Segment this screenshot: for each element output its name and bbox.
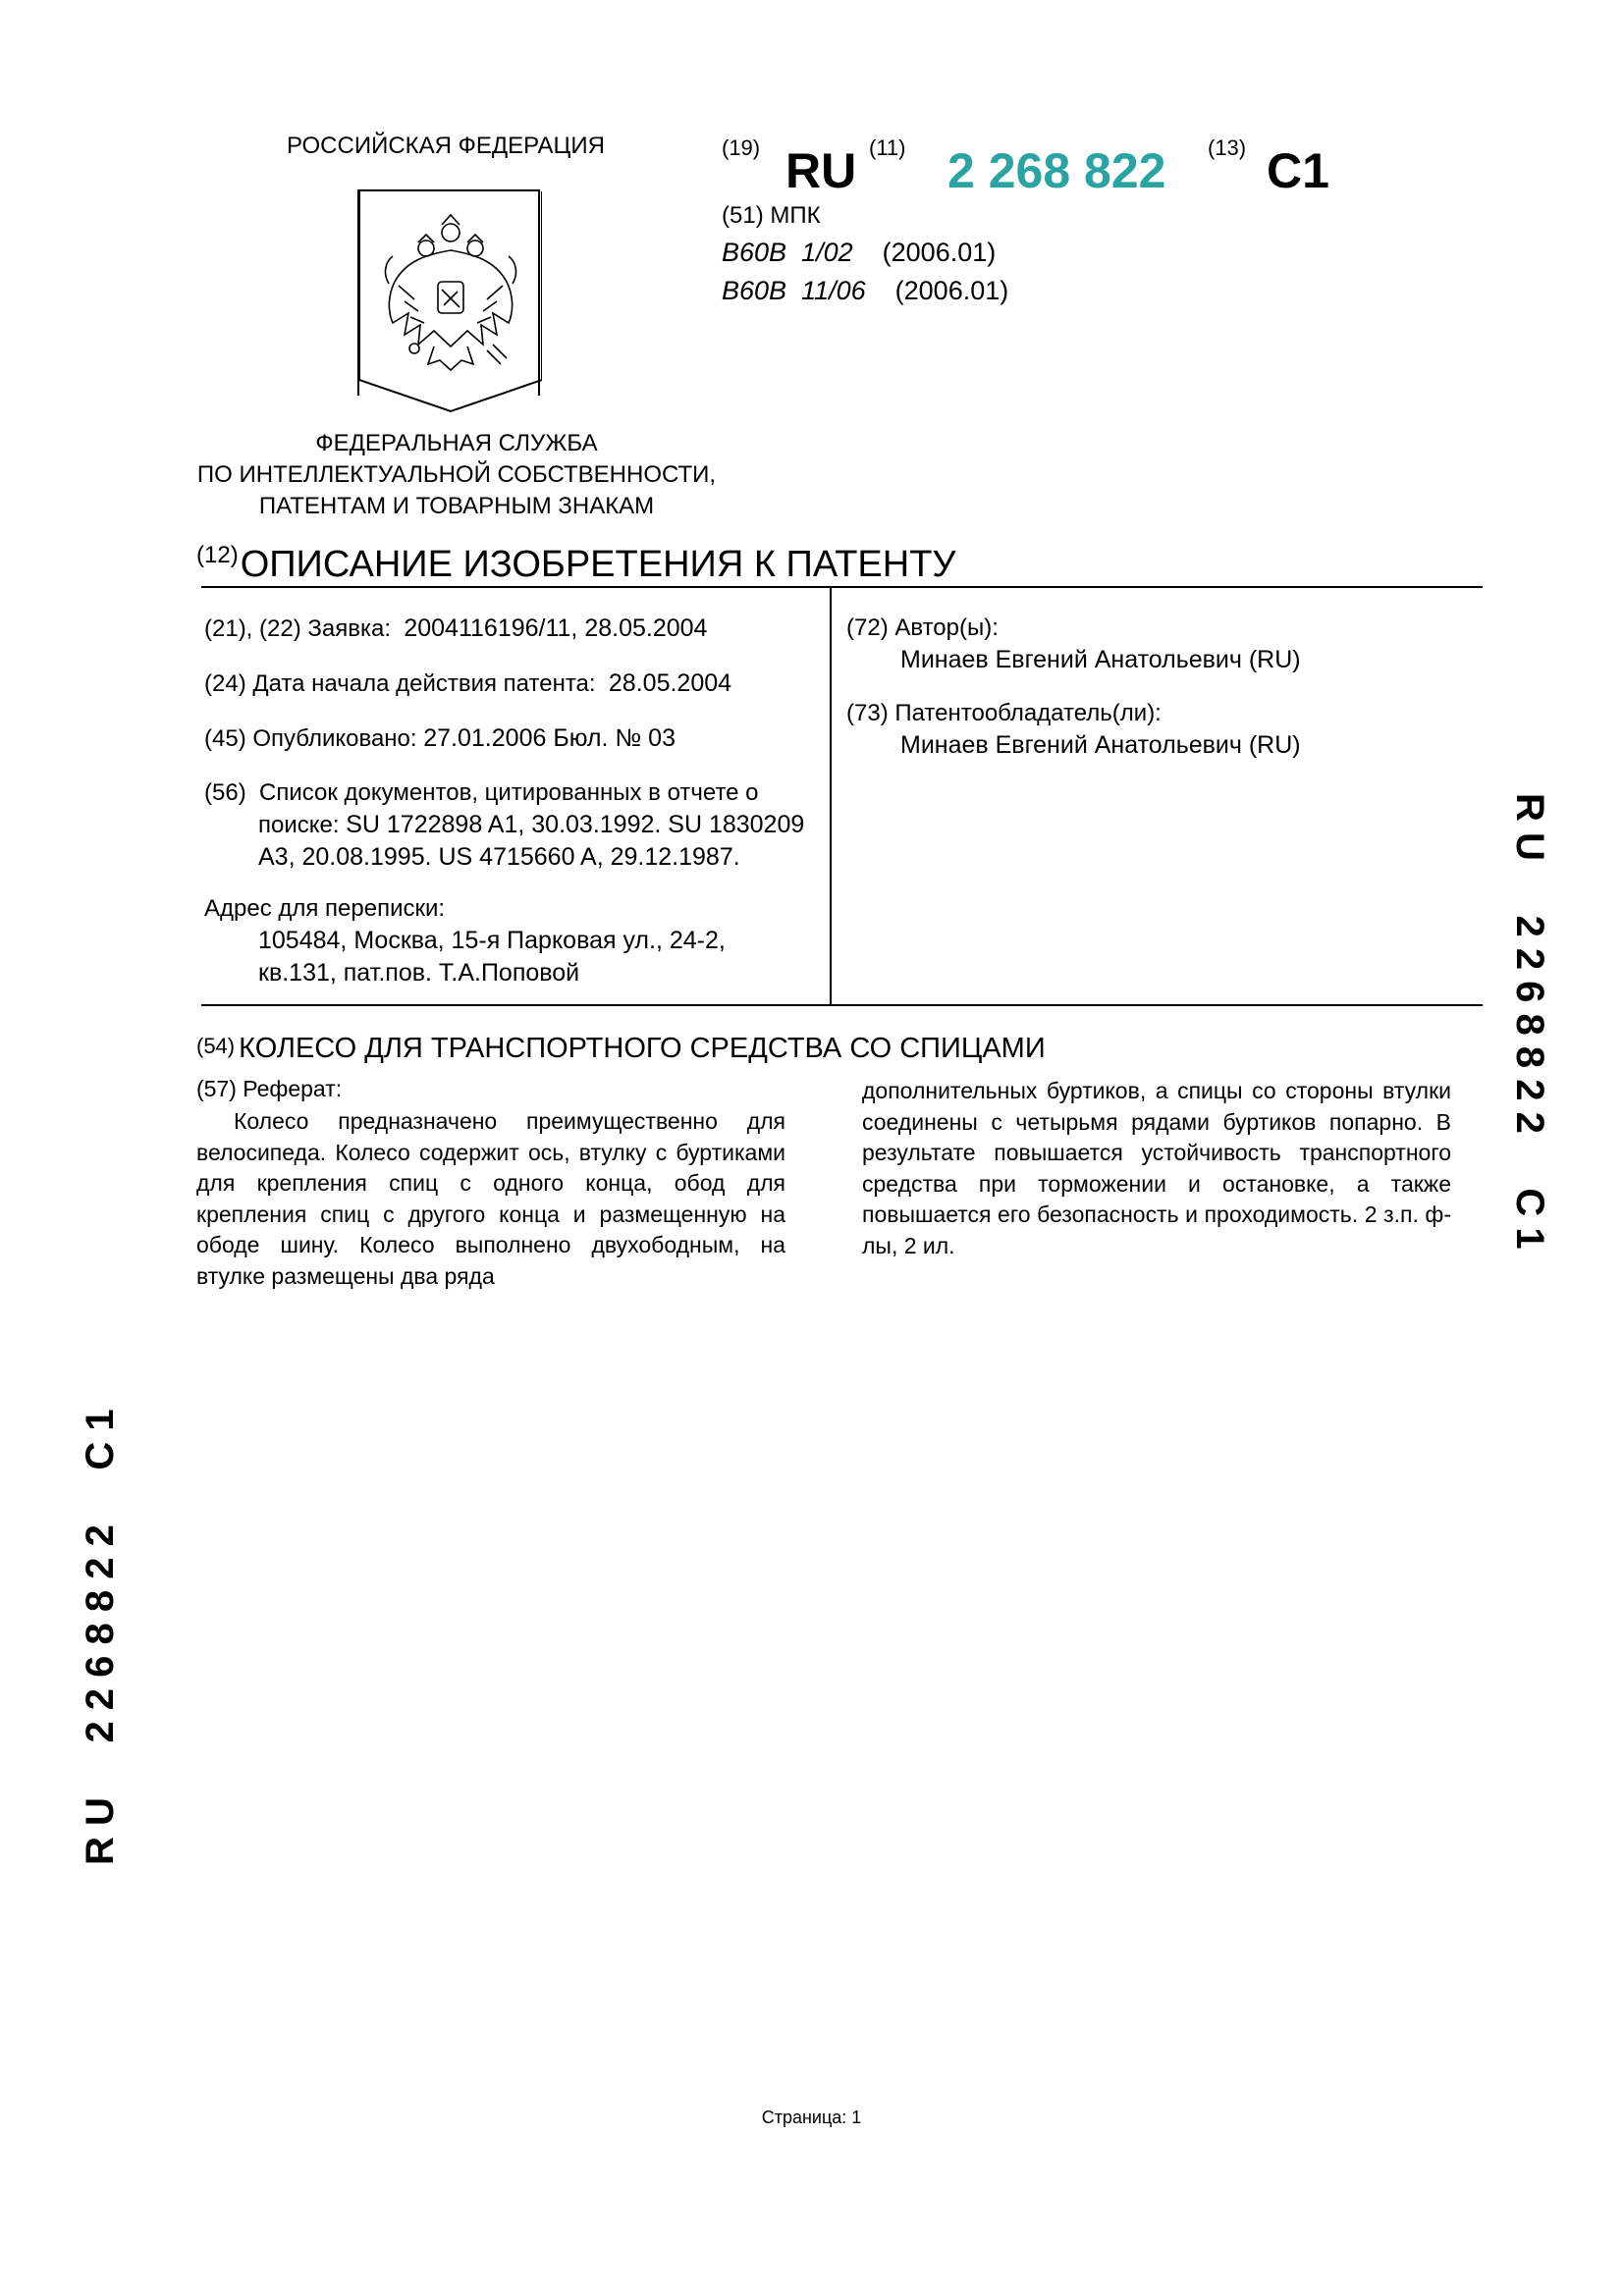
country-name: РОССИЙСКАЯ ФЕДЕРАЦИЯ [287,133,605,159]
ipc-group: 1/02 [801,238,853,267]
ipc-class: B60B [722,238,787,267]
ipc-class: B60B [722,276,787,305]
state-emblem [357,189,540,396]
published-value: 27.01.2006 Бюл. № 03 [423,724,676,752]
side-text: R U 2 2 6 8 8 2 2 C 1 [1508,793,1551,1250]
author-field [846,613,1301,676]
abstract-label: (57) Реферат: [196,1076,343,1101]
ipc-row [722,238,996,268]
agency-name [157,428,756,522]
abstract-right-column: дополнительных буртиков, а спицы со стороны втулки соединены с четырьмя рядами буртиков попарно. В результате повышается устойчивость транспортного средства при торможении и остановке, а также повышается его безопасность и проходимость. 2 з.п. ф-лы, 2 ил. [862,1078,1451,1258]
start-date-field [204,667,731,700]
doc-title-text: ОПИСАНИЕ ИЗОБРЕТЕНИЯ К ПАТЕНТУ [240,544,956,585]
doc-title-code: (12) [196,542,239,568]
agency-line: ПО ИНТЕЛЛЕКТУАЛЬНОЙ СОБСТВЕННОСТИ, [196,461,717,488]
agency-line: ФЕДЕРАЛЬНАЯ СЛУЖБА [315,430,598,456]
address-field [204,893,726,989]
kind-code: C1 [1267,143,1329,198]
author-label: (72) Автор(ы): [846,614,999,641]
author-value: Минаев Евгений Анатольевич (RU) [900,646,1301,673]
ipc-row [722,276,1008,306]
agency-line: ПАТЕНТАМ И ТОВАРНЫМ ЗНАКАМ [258,493,655,519]
code-19: (19) [722,135,761,160]
invention-title [196,1033,1046,1065]
table-divider [830,587,832,1004]
ipc-version: (2006.01) [894,276,1009,305]
patent-number: 2 268 822 [947,143,1166,198]
side-patent-number-left [79,1276,128,1865]
owner-label: (73) Патентообладатель(ли): [846,700,1162,726]
owner-value: Минаев Евгений Анатольевич (RU) [900,731,1301,759]
eagle-emblem-icon [359,191,542,413]
invention-title-code: (54) [196,1034,236,1058]
cited-value: A3, 20.08.1995. US 4715660 A, 29.12.1987. [258,843,740,871]
table-bottom-rule [201,1004,1483,1006]
code-13: (13) [1208,135,1247,160]
side-patent-number-right [1502,793,1551,1382]
invention-title-text: КОЛЕСО ДЛЯ ТРАНСПОРТНОГО СРЕДСТВА СО СПИЦАМИ [239,1033,1046,1064]
country-code: RU [785,143,857,198]
published-label: (45) Опубликовано: [204,725,417,752]
application-field [204,613,707,645]
application-label: (21), (22) Заявка: [204,615,391,642]
start-value: 28.05.2004 [608,669,732,697]
cited-docs-field [204,777,804,874]
cited-value: SU 1722898 A1, 30.03.1992. SU 1830209 [346,811,805,838]
owner-field [846,698,1301,762]
ipc-label: (51) МПК [722,202,821,229]
table-top-rule [201,586,1483,588]
address-label: Адрес для переписки: [204,895,446,922]
ipc-version: (2006.01) [882,238,997,267]
ipc-group: 11/06 [801,276,866,305]
start-label: (24) Дата начала действия патента: [204,670,596,697]
cited-code: (56) [204,779,246,806]
cited-label: поиске: [258,812,340,838]
document-title [196,542,956,586]
page-footer: Страница: 1 [761,2108,862,2127]
address-line: кв.131, пат.пов. Т.А.Поповой [258,959,580,987]
side-text: R U 2 2 6 8 8 2 2 C 1 [79,1409,122,1865]
application-value: 2004116196/11, 28.05.2004 [404,614,708,642]
abstract-left-column: Колесо предназначено преимущественно для велосипеда. Колесо содержит ось, втулку с буртиками для крепления спиц с одного конца, обод для крепления спиц с другого конца и размещенную на ободе шину. Колесо выполнено двухободным, на втулке размещены два ряда [196,1108,785,1289]
cited-line: Список документов, цитированных в отчете о [259,779,759,806]
address-line: 105484, Москва, 15-я Парковая ул., 24-2, [258,927,726,954]
code-11: (11) [869,135,906,160]
published-field [204,722,676,755]
